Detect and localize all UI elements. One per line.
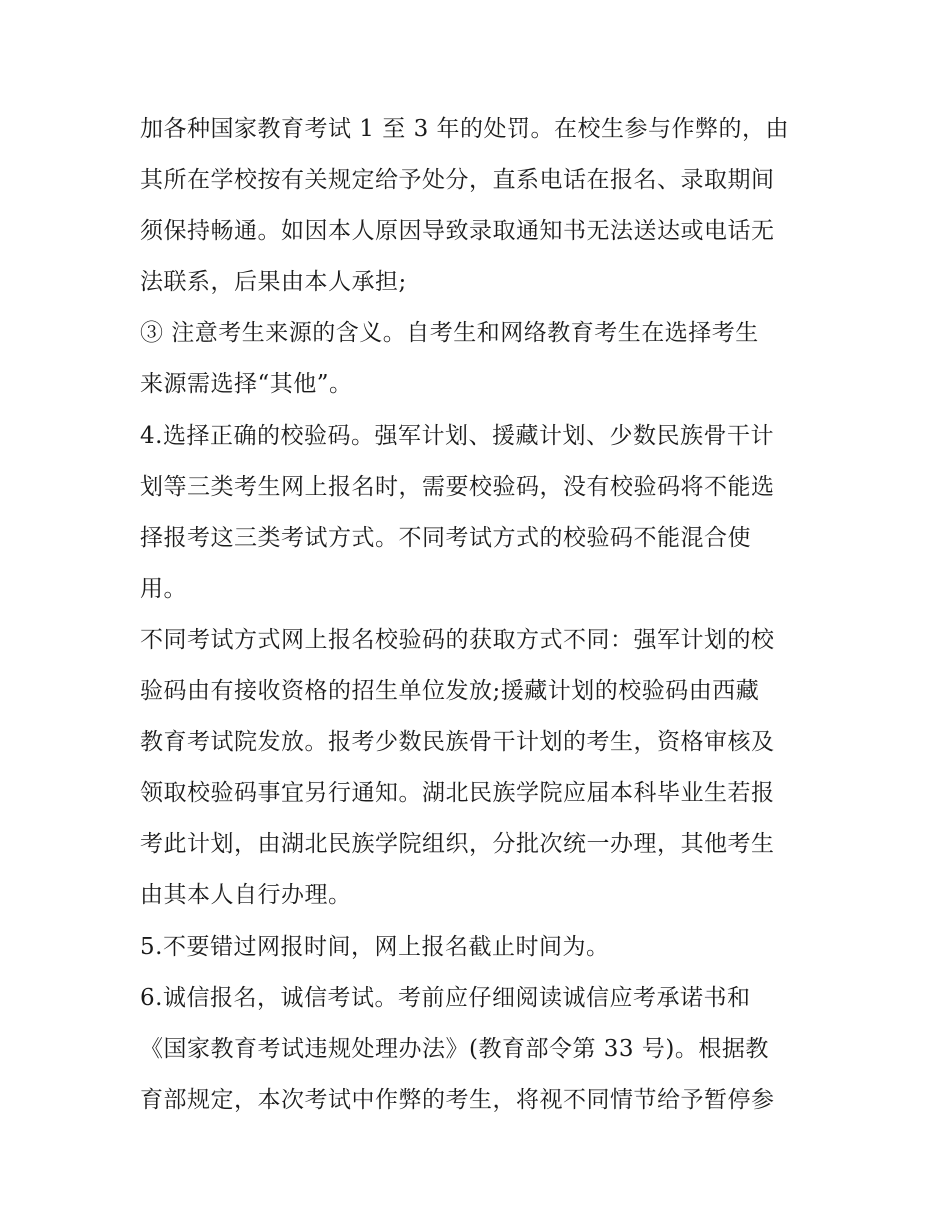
text-line: 由其本人自行办理。 bbox=[140, 882, 352, 909]
text-line: 其所在学校按有关规定给予处分，直系电话在报名、录取期间 bbox=[140, 167, 775, 194]
text-line: 择报考这三类考试方式。不同考试方式的校验码不能混合使 bbox=[140, 524, 751, 551]
text-line: 育部规定，本次考试中作弊的考生，将视不同情节给予暂停参 bbox=[140, 1086, 775, 1113]
text-line: 6.诚信报名，诚信考试。考前应仔细阅读诚信应考承诺书和 bbox=[140, 984, 751, 1011]
text-line: 不同考试方式网上报名校验码的获取方式不同：强军计划的校 bbox=[140, 626, 775, 653]
text-line: 加各种国家教育考试 1 至 3 年的处罚。在校生参与作弊的，由 bbox=[140, 116, 790, 142]
text-line: 考此计划，由湖北民族学院组织，分批次统一办理，其他考生 bbox=[140, 831, 775, 858]
text-line: 用。 bbox=[140, 575, 187, 602]
text-line: 5.不要错过网报时间，网上报名截止时间为。 bbox=[140, 933, 610, 960]
text-line: 来源需选择“其他”。 bbox=[140, 371, 353, 398]
body-text bbox=[140, 104, 830, 1126]
text-line: 验码由有接收资格的招生单位发放;援藏计划的校验码由西藏 bbox=[140, 678, 760, 705]
text-line: ③ 注意考生来源的含义。自考生和网络教育考生在选择考生 bbox=[140, 320, 759, 347]
text-line: 领取校验码事宜另行通知。湖北民族学院应届本科毕业生若报 bbox=[140, 780, 775, 807]
text-line: 4.选择正确的校验码。强军计划、援藏计划、少数民族骨干计 bbox=[140, 422, 774, 449]
text-line: 须保持畅通。如因本人原因导致录取通知书无法送达或电话无 bbox=[140, 218, 775, 245]
text-line: 划等三类考生网上报名时，需要校验码，没有校验码将不能选 bbox=[140, 473, 775, 500]
text-line: 法联系，后果由本人承担; bbox=[140, 269, 407, 296]
text-line: 《国家教育考试违规处理办法》(教育部令第 33 号)。根据教 bbox=[140, 1035, 769, 1062]
text-line: 教育考试院发放。报考少数民族骨干计划的考生，资格审核及 bbox=[140, 729, 775, 756]
